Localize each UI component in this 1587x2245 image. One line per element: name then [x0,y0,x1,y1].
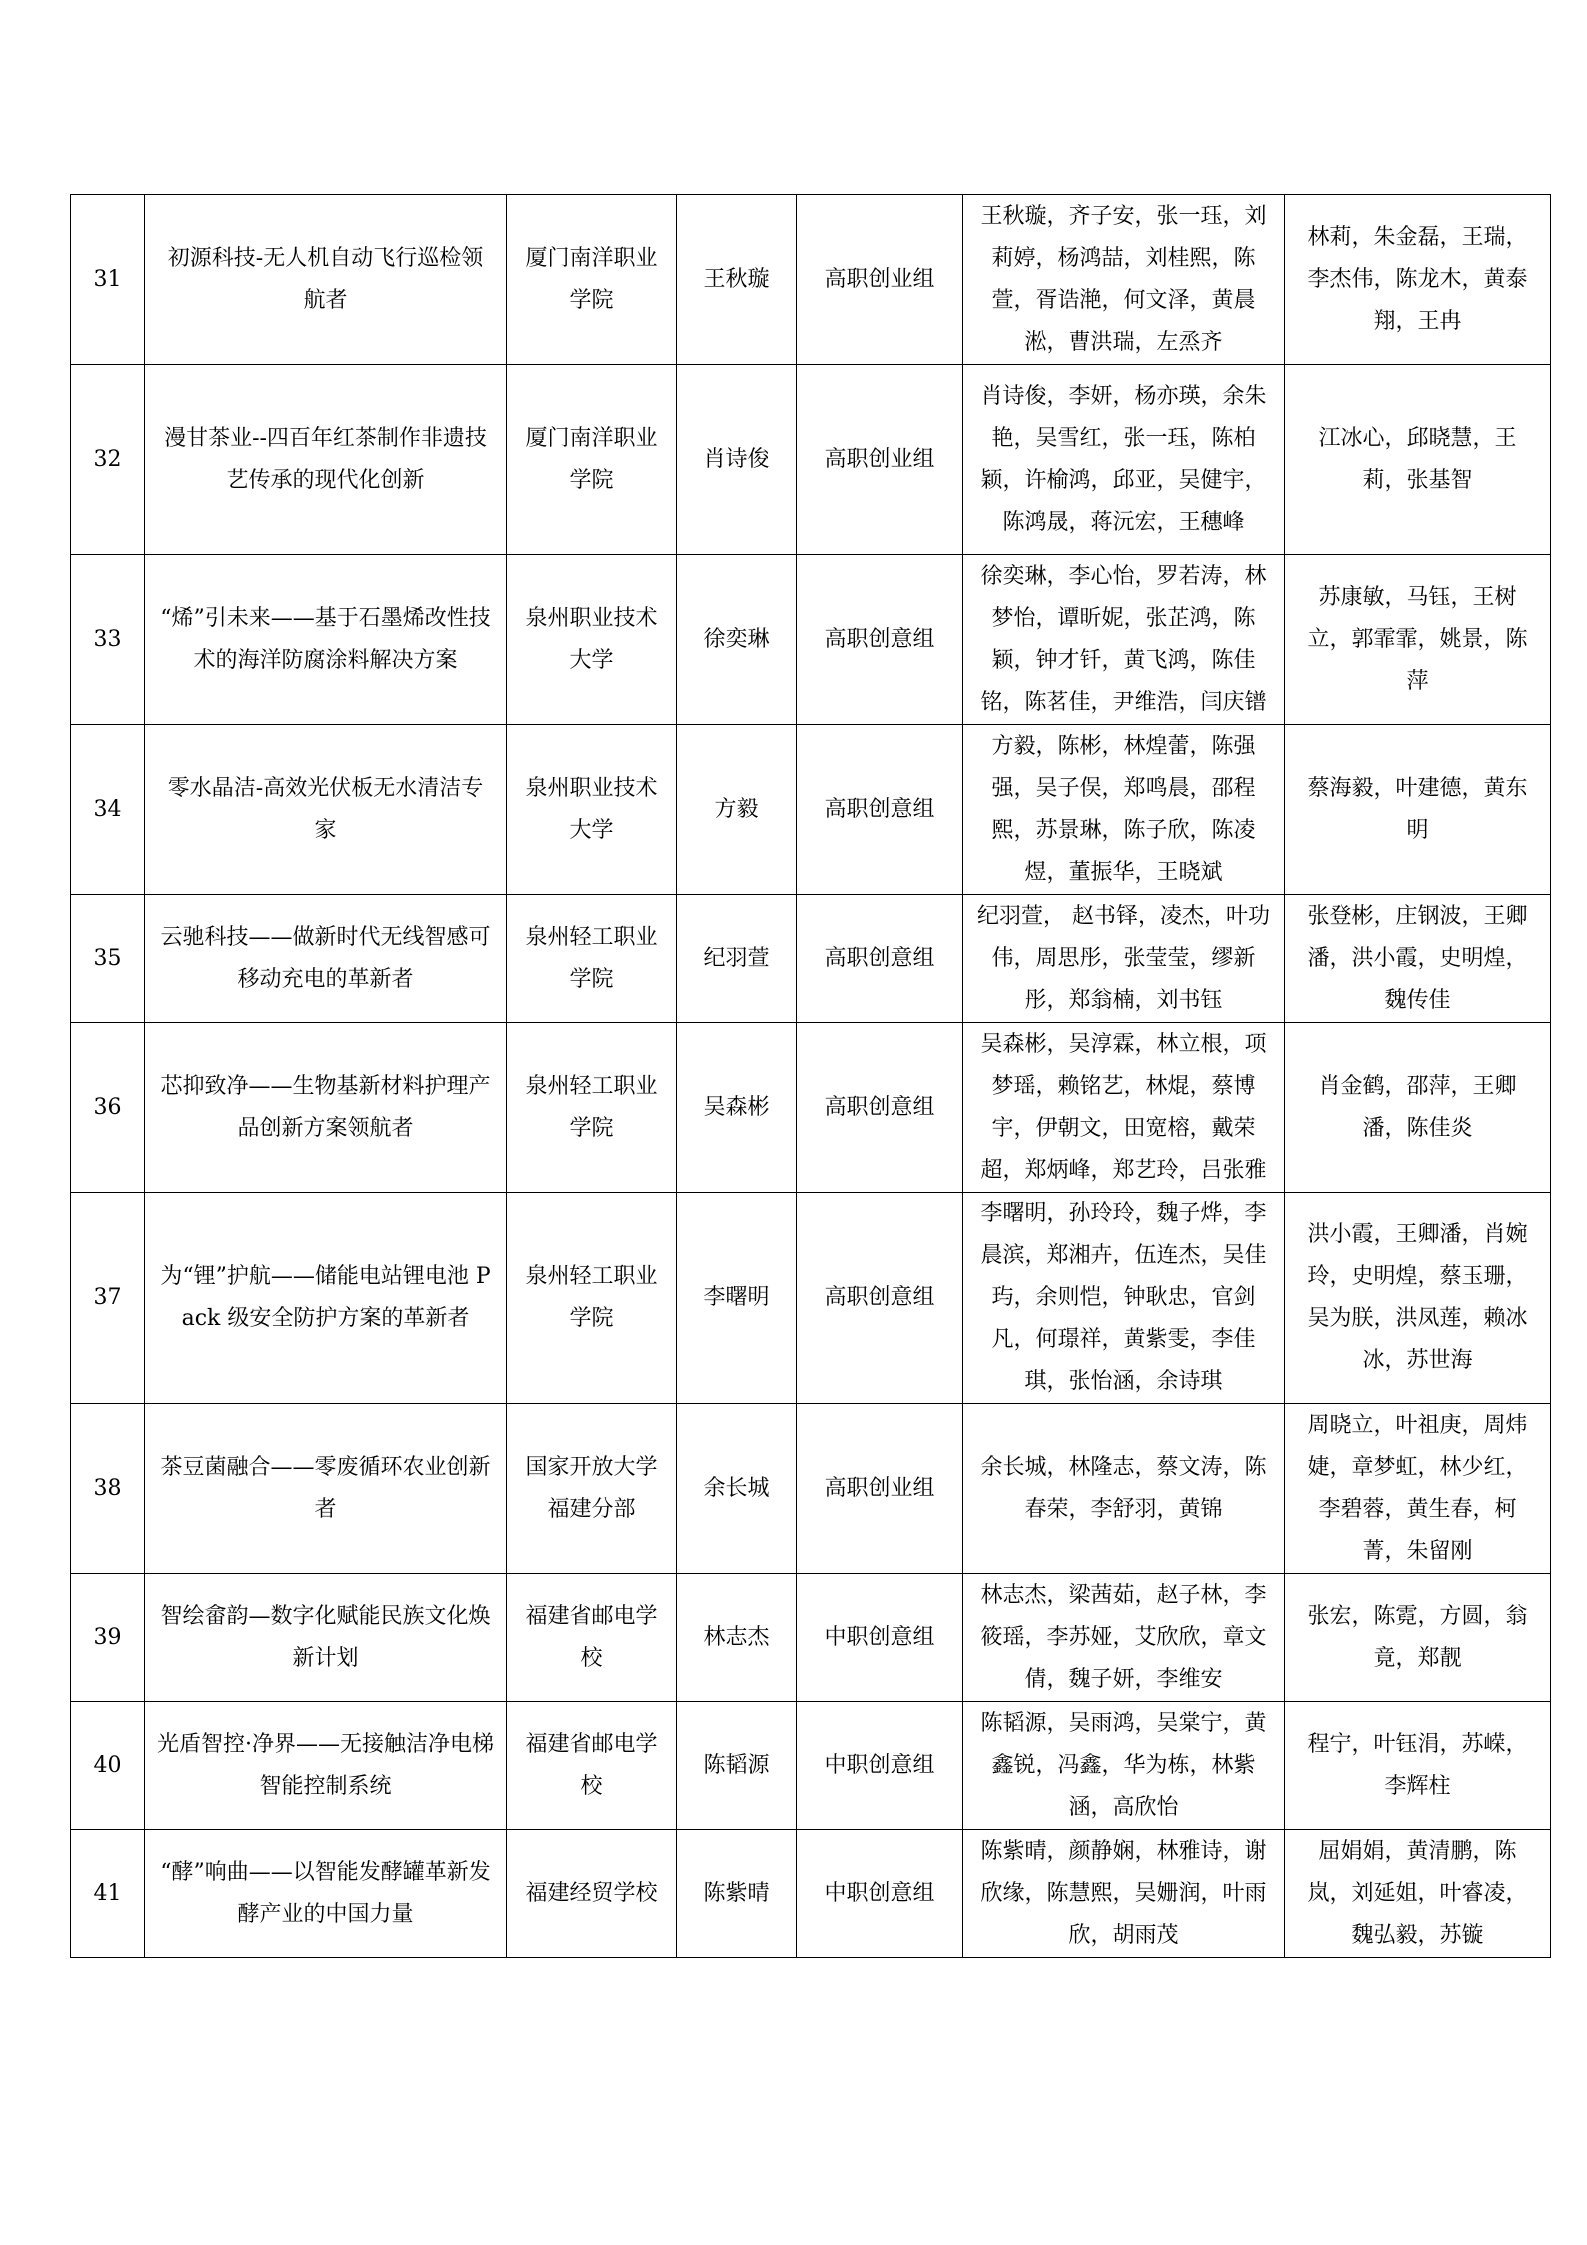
project-name-cell: 漫甘茶业--四百年红茶制作非遗技艺传承的现代化创新 [145,365,507,555]
project-name-cell: 光盾智控·净界——无接触洁净电梯智能控制系统 [145,1702,507,1830]
school-name-cell: 福建省邮电学校 [507,1702,677,1830]
school-name-cell: 泉州轻工职业学院 [507,1193,677,1404]
competition-group-cell: 高职创意组 [797,1193,963,1404]
school-name-cell: 福建省邮电学校 [507,1574,677,1702]
row-number-cell: 31 [71,195,145,365]
advisors-cell: 张宏，陈霓，方圆，翁竟，郑靓 [1285,1574,1551,1702]
team-leader-cell: 王秋璇 [677,195,797,365]
row-number-cell: 39 [71,1574,145,1702]
table-row [71,1404,1551,1574]
team-leader-cell: 方毅 [677,725,797,895]
row-number-cell: 32 [71,365,145,555]
team-members-cell: 陈紫晴，颜静娴，林雅诗，谢欣缘，陈慧熙，吴姗润，叶雨欣，胡雨茂 [963,1830,1285,1958]
school-name-cell: 泉州职业技术大学 [507,555,677,725]
project-name-cell: “酵”响曲——以智能发酵罐革新发酵产业的中国力量 [145,1830,507,1958]
team-members-cell: 徐奕琳，李心怡，罗若涛，林梦怡，谭昕妮，张芷鸿，陈颖，钟才钎，黄飞鸿，陈佳铭，陈茗佳，尹维浩，闫庆镨 [963,555,1285,725]
project-name-cell: “烯”引未来——基于石墨烯改性技术的海洋防腐涂料解决方案 [145,555,507,725]
row-number-cell: 35 [71,895,145,1023]
school-name-cell: 厦门南洋职业学院 [507,195,677,365]
team-members-cell: 纪羽萱， 赵书铎，凌杰，叶功伟，周思彤，张莹莹，缪新彤，郑翁楠，刘书钰 [963,895,1285,1023]
advisors-cell: 江冰心，邱晓慧，王莉，张基智 [1285,365,1551,555]
team-members-cell: 方毅，陈彬，林煌蕾，陈强强，吴子俣，郑鸣晨，邵程熙，苏景琳，陈子欣，陈凌煜，董振华，王晓斌 [963,725,1285,895]
team-roster-table [70,194,1551,1958]
competition-group-cell: 中职创意组 [797,1702,963,1830]
school-name-cell: 福建经贸学校 [507,1830,677,1958]
project-name-cell: 茶豆菌融合——零废循环农业创新者 [145,1404,507,1574]
team-leader-cell: 徐奕琳 [677,555,797,725]
row-number-cell: 37 [71,1193,145,1404]
team-leader-cell: 陈韬源 [677,1702,797,1830]
team-members-cell: 林志杰，梁茜茹，赵子林，李筱瑶，李苏娅，艾欣欣，章文倩，魏子妍，李维安 [963,1574,1285,1702]
team-leader-cell: 肖诗俊 [677,365,797,555]
team-leader-cell: 林志杰 [677,1574,797,1702]
table-row [71,1193,1551,1404]
table-row [71,195,1551,365]
team-members-cell: 陈韬源，吴雨鸿，吴棠宁，黄鑫锐，冯鑫，华为栋，林紫涵，高欣怡 [963,1702,1285,1830]
team-leader-cell: 纪羽萱 [677,895,797,1023]
table-row [71,1023,1551,1193]
school-name-cell: 泉州轻工职业学院 [507,895,677,1023]
school-name-cell: 厦门南洋职业学院 [507,365,677,555]
team-leader-cell: 余长城 [677,1404,797,1574]
advisors-cell: 张登彬，庄钢波，王卿潘，洪小霞，史明煌，魏传佳 [1285,895,1551,1023]
project-name-cell: 芯抑致净——生物基新材料护理产品创新方案领航者 [145,1023,507,1193]
advisors-cell: 肖金鹤，邵萍，王卿潘，陈佳炎 [1285,1023,1551,1193]
team-members-cell: 吴森彬，吴淳霖，林立根，项梦瑶，赖铭艺，林焜，蔡博宇，伊朝文，田宽榕，戴荣超，郑炳峰，郑艺玲，吕张雅 [963,1023,1285,1193]
competition-group-cell: 高职创意组 [797,555,963,725]
advisors-cell: 周晓立，叶祖庚，周炜婕，章梦虹，林少红，李碧蓉，黄生春，柯菁，朱留刚 [1285,1404,1551,1574]
roster-body [71,195,1551,1958]
row-number-cell: 41 [71,1830,145,1958]
competition-group-cell: 中职创意组 [797,1574,963,1702]
competition-group-cell: 中职创意组 [797,1830,963,1958]
table-row [71,365,1551,555]
competition-group-cell: 高职创意组 [797,1023,963,1193]
table-row [71,1702,1551,1830]
team-leader-cell: 李曙明 [677,1193,797,1404]
school-name-cell: 国家开放大学福建分部 [507,1404,677,1574]
table-row [71,1830,1551,1958]
competition-group-cell: 高职创业组 [797,365,963,555]
project-name-cell: 云驰科技——做新时代无线智感可移动充电的革新者 [145,895,507,1023]
project-name-cell: 智绘畲韵—数字化赋能民族文化焕新计划 [145,1574,507,1702]
advisors-cell: 苏康敏，马钰，王树立，郭霏霏，姚景，陈萍 [1285,555,1551,725]
advisors-cell: 屈娟娟，黄清鹏，陈岚，刘延姐，叶睿凌，魏弘毅，苏镟 [1285,1830,1551,1958]
competition-group-cell: 高职创业组 [797,1404,963,1574]
advisors-cell: 洪小霞，王卿潘，肖婉玲，史明煌，蔡玉珊，吴为朕，洪凤莲，赖冰冰，苏世海 [1285,1193,1551,1404]
row-number-cell: 38 [71,1404,145,1574]
team-members-cell: 余长城，林隆志，蔡文涛，陈春荣，李舒羽，黄锦 [963,1404,1285,1574]
team-members-cell: 李曙明，孙玲玲，魏子烨，李晨滨，郑湘卉，伍连杰，吴佳玙，余则恺，钟耿忠，官剑凡，何璟祥，黄紫雯，李佳琪，张怡涵，余诗琪 [963,1193,1285,1404]
school-name-cell: 泉州轻工职业学院 [507,1023,677,1193]
project-name-cell: 初源科技-无人机自动飞行巡检领航者 [145,195,507,365]
project-name-cell: 零水晶洁-高效光伏板无水清洁专家 [145,725,507,895]
team-leader-cell: 陈紫晴 [677,1830,797,1958]
advisors-cell: 蔡海毅，叶建德，黄东明 [1285,725,1551,895]
project-name-cell: 为“锂”护航——储能电站锂电池 Pack 级安全防护方案的革新者 [145,1193,507,1404]
competition-group-cell: 高职创业组 [797,195,963,365]
table-row [71,725,1551,895]
table-row [71,1574,1551,1702]
row-number-cell: 33 [71,555,145,725]
advisors-cell: 程宁，叶钰涓，苏嵘，李辉柱 [1285,1702,1551,1830]
competition-group-cell: 高职创意组 [797,895,963,1023]
row-number-cell: 40 [71,1702,145,1830]
team-members-cell: 王秋璇，齐子安，张一珏，刘莉婷，杨鸿喆，刘桂熙，陈萱，胥诰滟，何文泽，黄晨淞，曹洪瑞，左烝齐 [963,195,1285,365]
advisors-cell: 林莉，朱金磊，王瑞，李杰伟，陈龙木，黄泰翔，王冉 [1285,195,1551,365]
team-leader-cell: 吴森彬 [677,1023,797,1193]
table-row [71,895,1551,1023]
row-number-cell: 34 [71,725,145,895]
row-number-cell: 36 [71,1023,145,1193]
table-row [71,555,1551,725]
school-name-cell: 泉州职业技术大学 [507,725,677,895]
competition-group-cell: 高职创意组 [797,725,963,895]
team-members-cell: 肖诗俊，李妍，杨亦瑛，余朱艳，吴雪红，张一珏，陈柏颖，许榆鸿，邱亚，吴健宇，陈鸿晟，蒋沅宏，王穗峰 [963,365,1285,555]
